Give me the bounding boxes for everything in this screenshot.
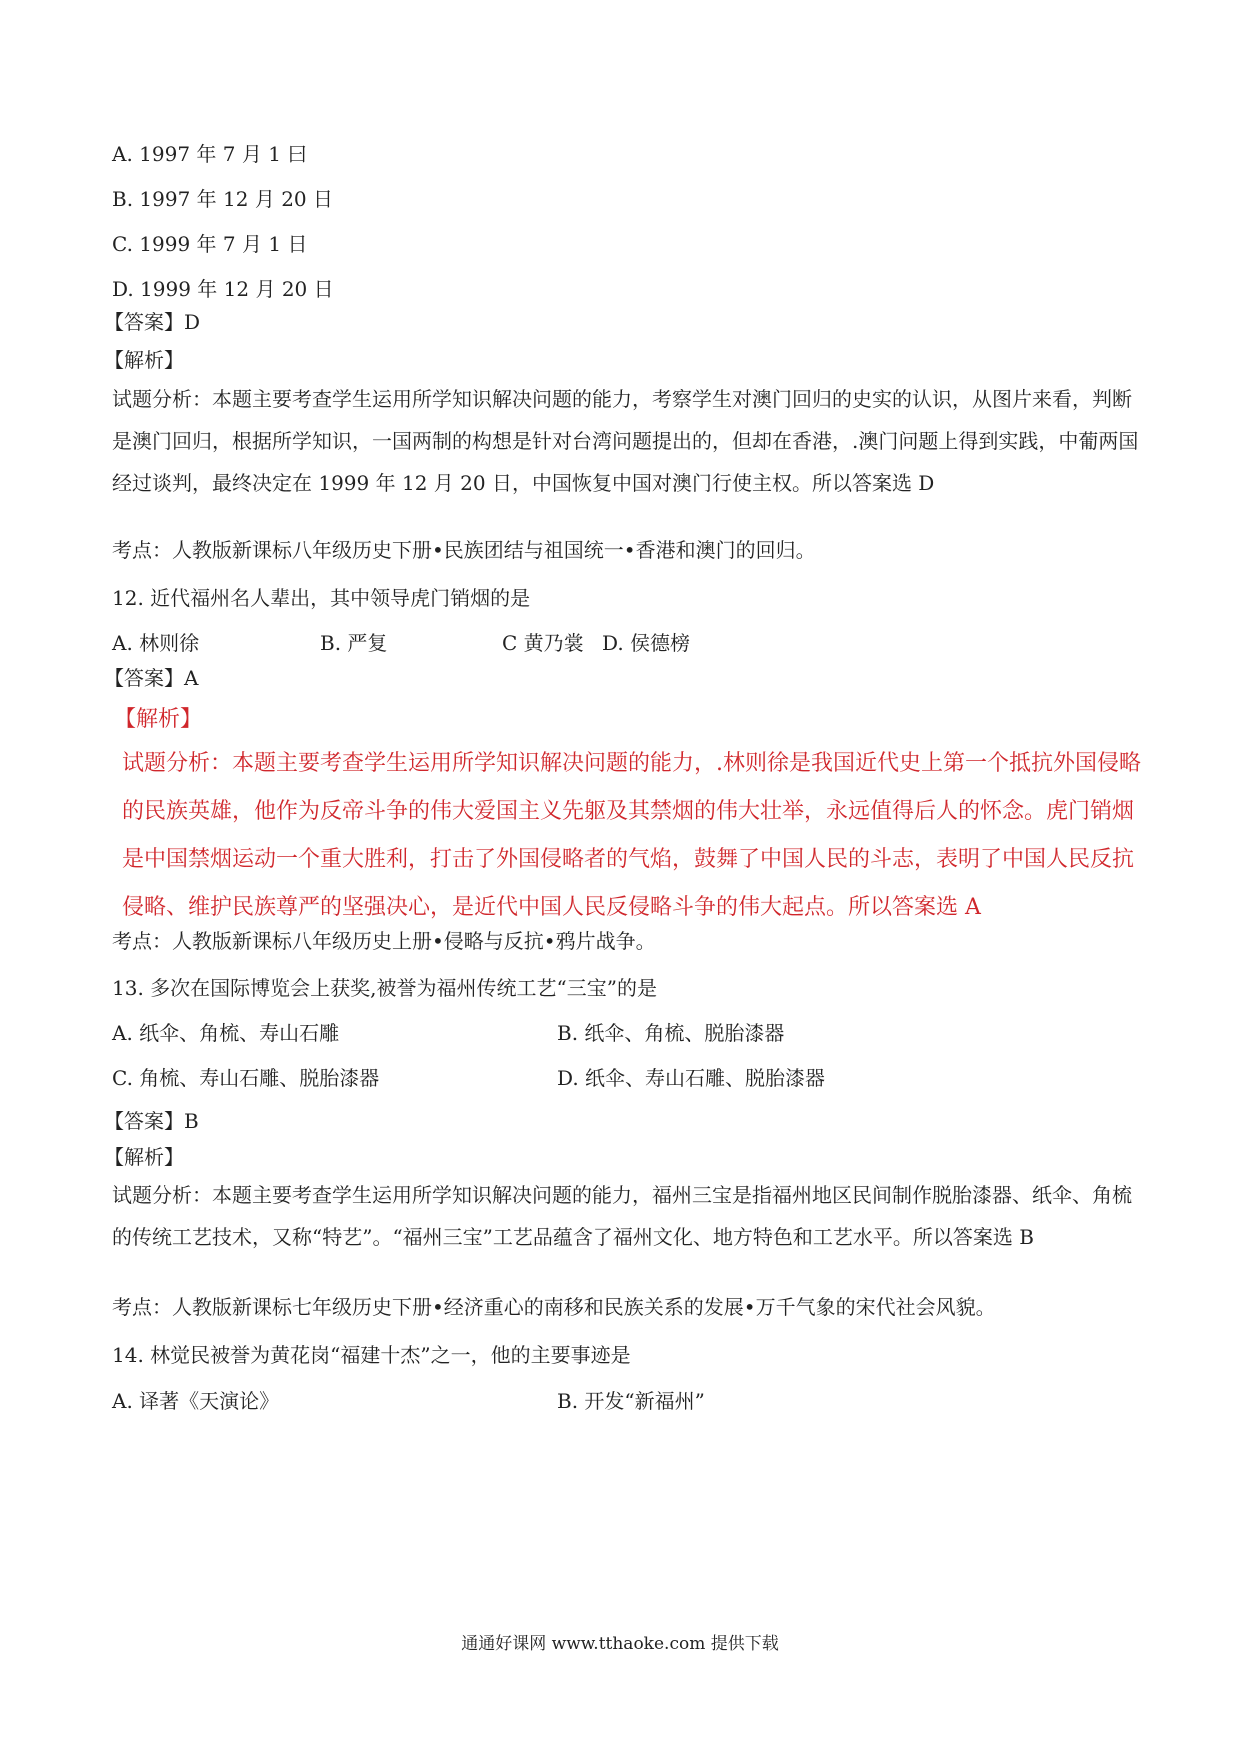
q14-question: 14. 林觉民被誉为黄花岗“福建十杰”之一，他的主要事迹是 bbox=[112, 1343, 631, 1367]
q11-answer: 【答案】D bbox=[104, 310, 201, 334]
q12-answer: 【答案】A bbox=[104, 666, 199, 690]
q12-kaodian: 考点：人教版新课标八年级历史上册•侵略与反抗•鸦片战争。 bbox=[112, 929, 656, 953]
q13-option-a: A. 纸伞、角梳、寿山石雕 bbox=[112, 1021, 340, 1045]
q13-option-c: C. 角梳、寿山石雕、脱胎漆器 bbox=[112, 1066, 380, 1090]
q13-question: 13. 多次在国际博览会上获奖,被誉为福州传统工艺“三宝”的是 bbox=[112, 976, 657, 1000]
q12-option-d: D. 侯德榜 bbox=[602, 631, 691, 655]
q13-answer: 【答案】B bbox=[104, 1109, 199, 1133]
q13-option-d: D. 纸伞、寿山石雕、脱胎漆器 bbox=[557, 1066, 826, 1090]
page-footer: 通通好课网 www.tthaoke.com 提供下载 bbox=[461, 1634, 779, 1654]
q11-analysis: 试题分析：本题主要考查学生运用所学知识解决问题的能力，考察学生对澳门回归的史实的认识，从图片来看，判断是澳门回归，根据所学知识，一国两制的构想是针对台湾问题提出的，但却在香港，.澳门问题上得到实践，中葡两国经过谈判，最终决定在 1999 年 12 月 20 日，中国恢复中国对澳门行使主权。所以答案选 D bbox=[112, 387, 1139, 495]
q12-analysis-title: 【解析】 bbox=[114, 707, 203, 732]
q12-option-b: B. 严复 bbox=[320, 631, 388, 655]
q14-option-b: B. 开发“新福州” bbox=[557, 1389, 705, 1413]
q13-analysis-title: 【解析】 bbox=[104, 1145, 184, 1169]
q13-kaodian: 考点：人教版新课标七年级历史下册•经济重心的南移和民族关系的发展•万千气象的宋代社会风貌。 bbox=[112, 1295, 996, 1319]
q11-option-a: A. 1997 年 7 月 1 曰 bbox=[112, 142, 308, 166]
q11-kaodian: 考点：人教版新课标八年级历史下册•民族团结与祖国统一•香港和澳门的回归。 bbox=[112, 538, 816, 562]
q13-option-b: B. 纸伞、角梳、脱胎漆器 bbox=[557, 1021, 785, 1045]
q12-question: 12. 近代福州名人辈出，其中领导虎门销烟的是 bbox=[112, 586, 531, 610]
q11-analysis-title: 【解析】 bbox=[104, 348, 184, 372]
q11-option-d: D. 1999 年 12 月 20 日 bbox=[112, 277, 334, 301]
q13-analysis: 试题分析：本题主要考查学生运用所学知识解决问题的能力，福州三宝是指福州地区民间制作脱胎漆器、纸伞、角梳的传统工艺技术，又称“特艺”。“福州三宝”工艺品蕴含了福州文化、地方特色和工艺水平。所以答案选 B bbox=[112, 1183, 1132, 1249]
q12-option-c: C 黄乃裳 bbox=[502, 631, 584, 655]
q12-option-a: A. 林则徐 bbox=[112, 631, 200, 655]
q11-option-c: C. 1999 年 7 月 1 日 bbox=[112, 232, 308, 256]
q12-analysis: 试题分析：本题主要考查学生运用所学知识解决问题的能力，.林则徐是我国近代史上第一个抵抗外国侵略的民族英雄，他作为反帝斗争的伟大爱国主义先躯及其禁烟的伟大壮举，永远值得后人的怀念。虎门销烟是中国禁烟运动一个重大胜利，打击了外国侵略者的气焰，鼓舞了中国人民的斗志，表明了中国人民反抗侵略、维护民族尊严的坚强决心，是近代中国人民反侵略斗争的伟大起点。所以答案选 A bbox=[122, 751, 1141, 920]
q11-option-b: B. 1997 年 12 月 20 日 bbox=[112, 187, 333, 211]
q14-option-a: A. 译著《天演论》 bbox=[112, 1389, 280, 1413]
